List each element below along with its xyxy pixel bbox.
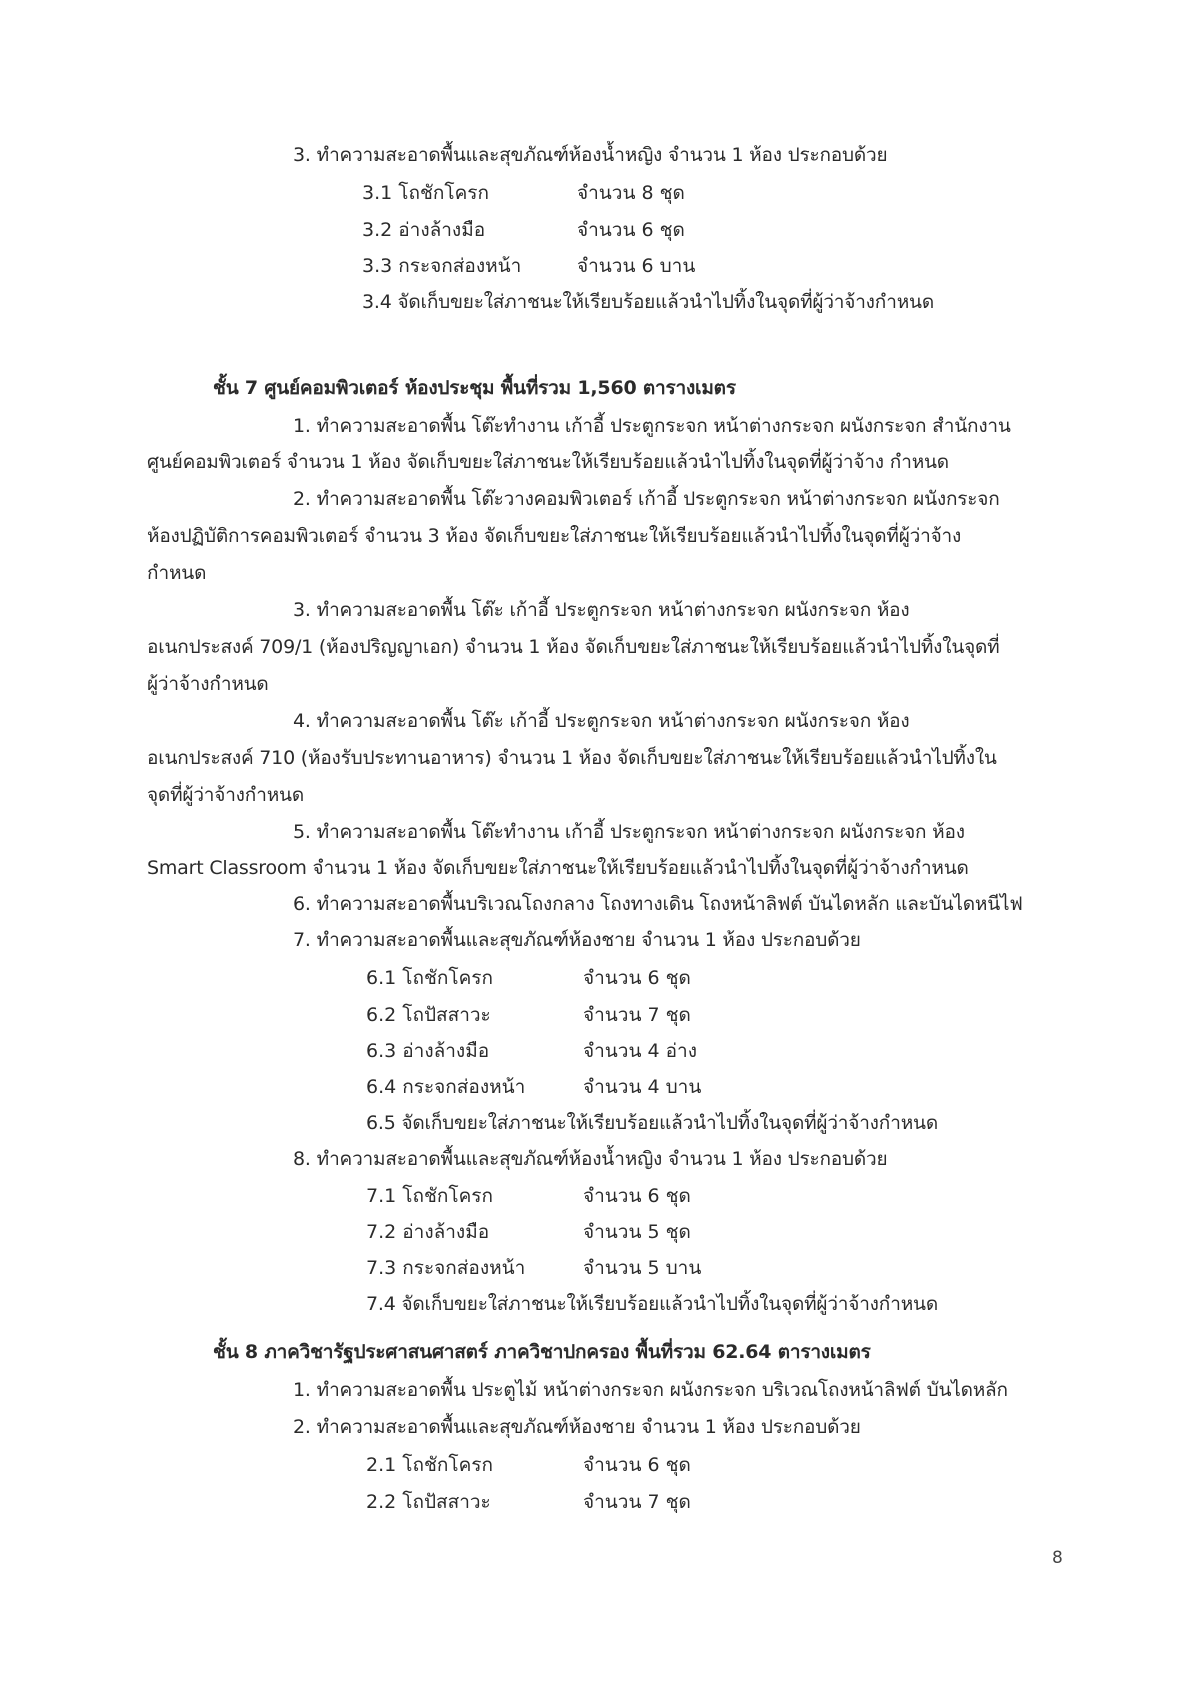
floor8-p1: 1. ทำความสะอาดพื้น ประตูไม้ หน้าต่างกระจก ผนังกระจก บริเวณโถงหน้าลิฟต์ บันไดหลัก: [293, 1379, 1008, 1401]
item-label: 7.3 กระจกส่องหน้า: [366, 1257, 526, 1279]
floor7-p2-line2: ห้องปฏิบัติการคอมพิวเตอร์ จำนวน 3 ห้อง จัดเก็บขยะใส่ภาชนะให้เรียบร้อยแล้วนำไปทิ้งในจุดที่ผู้ว่าจ้าง: [147, 525, 962, 547]
item-label: 2.2 โถปัสสาวะ: [366, 1491, 491, 1513]
floor7-p7-note: 6.5 จัดเก็บขยะใส่ภาชนะให้เรียบร้อยแล้วนำไปทิ้งในจุดที่ผู้ว่าจ้างกำหนด: [366, 1112, 938, 1134]
item-quantity: จำนวน 6 บาน: [577, 255, 696, 277]
floor7-p2-line3: กำหนด: [147, 562, 207, 584]
floor7-p5-line1: 5. ทำความสะอาดพื้น โต๊ะทำงาน เก้าอี้ ประตูกระจก หน้าต่างกระจก ผนังกระจก ห้อง: [293, 821, 965, 843]
page-number: 8: [1052, 1548, 1063, 1568]
floor7-p4-line1: 4. ทำความสะอาดพื้น โต๊ะ เก้าอี้ ประตูกระจก หน้าต่างกระจก ผนังกระจก ห้อง: [293, 710, 910, 732]
item-label: 6.4 กระจกส่องหน้า: [366, 1076, 526, 1098]
floor7-p7-title: 7. ทำความสะอาดพื้นและสุขภัณฑ์ห้องชาย จำนวน 1 ห้อง ประกอบด้วย: [293, 929, 861, 951]
floor7-p4-line3: จุดที่ผู้ว่าจ้างกำหนด: [147, 784, 304, 806]
floor7-p3-line3: ผู้ว่าจ้างกำหนด: [147, 673, 269, 695]
floor8-p2-title: 2. ทำความสะอาดพื้นและสุขภัณฑ์ห้องชาย จำนวน 1 ห้อง ประกอบด้วย: [293, 1416, 861, 1438]
floor7-p6: 6. ทำความสะอาดพื้นบริเวณโถงกลาง โถงทางเดิน โถงหน้าลิฟต์ บันไดหลัก และบันไดหนีไฟ: [293, 893, 1023, 915]
section3-title: 3. ทำความสะอาดพื้นและสุขภัณฑ์ห้องน้ำหญิง จำนวน 1 ห้อง ประกอบด้วย: [293, 144, 888, 166]
item-label: 6.2 โถปัสสาวะ: [366, 1004, 491, 1026]
item-label: 7.1 โถชักโครก: [366, 1185, 493, 1207]
item-label: 3.1 โถชักโครก: [362, 182, 489, 204]
floor7-p8-title: 8. ทำความสะอาดพื้นและสุขภัณฑ์ห้องน้ำหญิง จำนวน 1 ห้อง ประกอบด้วย: [293, 1148, 888, 1170]
item-quantity: จำนวน 8 ชุด: [577, 182, 685, 204]
floor7-p5-line2: Smart Classroom จำนวน 1 ห้อง จัดเก็บขยะใส่ภาชนะให้เรียบร้อยแล้วนำไปทิ้งในจุดที่ผู้ว่าจ้างกำหนด: [147, 857, 969, 879]
item-quantity: จำนวน 6 ชุด: [577, 219, 685, 241]
item-label: 7.2 อ่างล้างมือ: [366, 1221, 490, 1243]
item-label: 6.1 โถชักโครก: [366, 967, 493, 989]
item-quantity: จำนวน 4 บาน: [583, 1076, 702, 1098]
floor7-p2-line1: 2. ทำความสะอาดพื้น โต๊ะวางคอมพิวเตอร์ เก้าอี้ ประตูกระจก หน้าต่างกระจก ผนังกระจก: [293, 488, 1000, 510]
item-label: 6.3 อ่างล้างมือ: [366, 1040, 490, 1062]
item-quantity: จำนวน 5 บาน: [583, 1257, 702, 1279]
floor7-p1-line2: ศูนย์คอมพิวเตอร์ จำนวน 1 ห้อง จัดเก็บขยะใส่ภาชนะให้เรียบร้อยแล้วนำไปทิ้งในจุดที่ผู้ว่าจ้าง กำหนด: [147, 451, 949, 473]
floor7-p8-note: 7.4 จัดเก็บขยะใส่ภาชนะให้เรียบร้อยแล้วนำไปทิ้งในจุดที่ผู้ว่าจ้างกำหนด: [366, 1293, 938, 1315]
floor7-p3-line1: 3. ทำความสะอาดพื้น โต๊ะ เก้าอี้ ประตูกระจก หน้าต่างกระจก ผนังกระจก ห้อง: [293, 599, 910, 621]
item-label: 3.2 อ่างล้างมือ: [362, 219, 486, 241]
item-quantity: จำนวน 4 อ่าง: [583, 1040, 697, 1062]
item-label: 2.1 โถชักโครก: [366, 1454, 493, 1476]
floor7-p4-line2: อเนกประสงค์ 710 (ห้องรับประทานอาหาร) จำนวน 1 ห้อง จัดเก็บขยะใส่ภาชนะให้เรียบร้อยแล้วนำไปทิ้งใน: [147, 747, 997, 769]
item-quantity: จำนวน 5 ชุด: [583, 1221, 691, 1243]
item-label: 3.3 กระจกส่องหน้า: [362, 255, 522, 277]
floor7-p1-line1: 1. ทำความสะอาดพื้น โต๊ะทำงาน เก้าอี้ ประตูกระจก หน้าต่างกระจก ผนังกระจก สำนักงาน: [293, 415, 1011, 437]
item-quantity: จำนวน 7 ชุด: [583, 1004, 691, 1026]
item-quantity: จำนวน 6 ชุด: [583, 967, 691, 989]
section3-note: 3.4 จัดเก็บขยะใส่ภาชนะให้เรียบร้อยแล้วนำไปทิ้งในจุดที่ผู้ว่าจ้างกำหนด: [362, 291, 934, 313]
floor7-p3-line2: อเนกประสงค์ 709/1 (ห้องปริญญาเอก) จำนวน 1 ห้อง จัดเก็บขยะใส่ภาชนะให้เรียบร้อยแล้วนำไปทิ้งในจุดที่: [147, 636, 1000, 658]
item-quantity: จำนวน 6 ชุด: [583, 1454, 691, 1476]
item-quantity: จำนวน 6 ชุด: [583, 1185, 691, 1207]
floor7-heading: ชั้น 7 ศูนย์คอมพิวเตอร์ ห้องประชุม พื้นที่รวม 1,560 ตารางเมตร: [213, 377, 736, 399]
floor8-heading: ชั้น 8 ภาควิชารัฐประศาสนศาสตร์ ภาควิชาปกครอง พื้นที่รวม 62.64 ตารางเมตร: [213, 1341, 871, 1363]
item-quantity: จำนวน 7 ชุด: [583, 1491, 691, 1513]
